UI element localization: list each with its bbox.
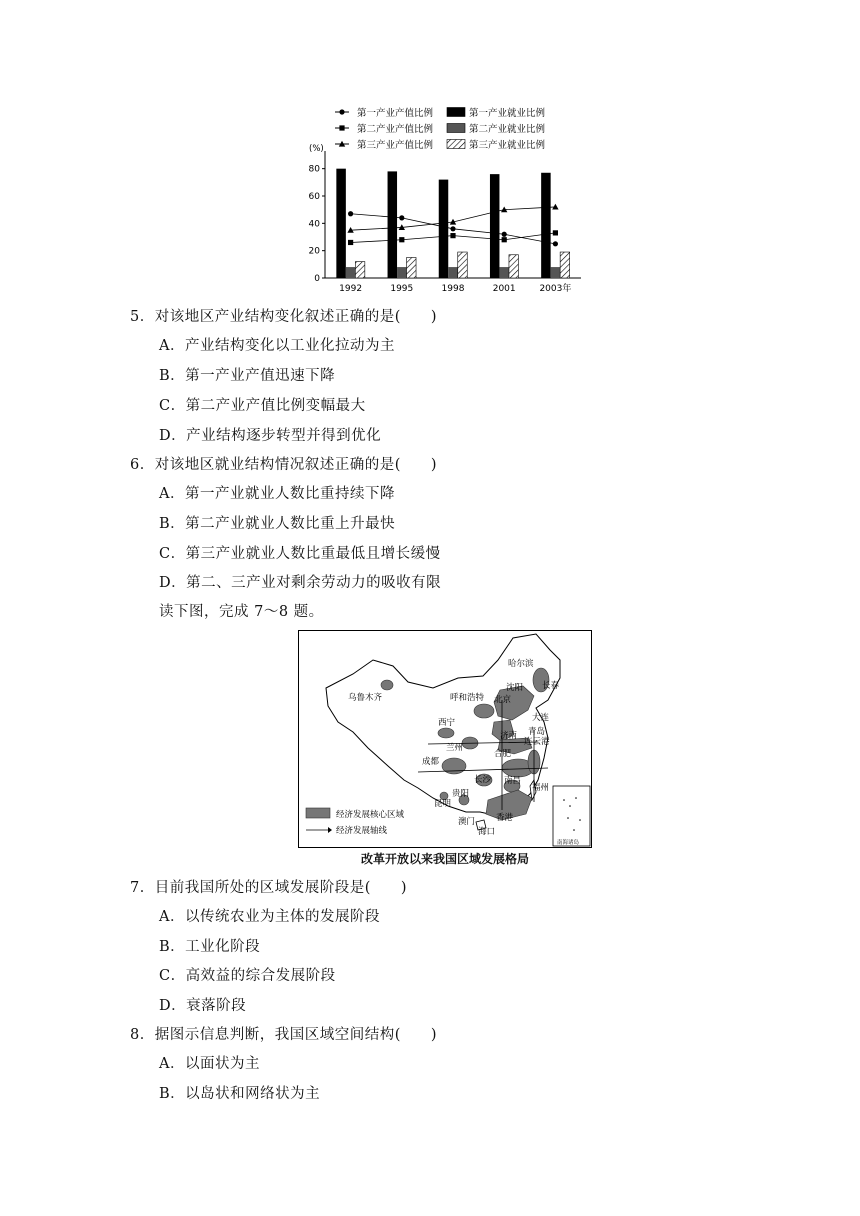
legend-label-4: 第三产业产值比例: [357, 140, 434, 151]
city-label-harbin: 哈尔滨: [508, 659, 534, 669]
city-label-fuzhou: 福州: [532, 783, 550, 793]
point-0-0: [348, 211, 353, 216]
city-label-xining: 西宁: [438, 718, 456, 728]
question-6-option-d[interactable]: D．第二、三产业对剩余劳动力的吸收有限: [159, 575, 442, 591]
bar-1-3: [499, 267, 509, 278]
city-label-lanzhou: 兰州: [446, 743, 464, 753]
legend-swatch-3: [447, 124, 465, 133]
city-label-nanchang: 南昌: [504, 776, 522, 786]
x-tick-label-4: 2003年: [539, 284, 572, 294]
city-label-qingdao: 青岛: [528, 727, 546, 737]
x-tick-label-0: 1992: [339, 284, 363, 294]
x-tick-label-1: 1995: [390, 284, 414, 294]
question-5-option-d[interactable]: D．产业结构逐步转型并得到优化: [159, 428, 382, 444]
bar-1-2: [448, 267, 458, 278]
legend-label-3: 第二产业就业比例: [469, 124, 546, 135]
point-0-1: [399, 215, 404, 220]
map-caption: 改革开放以来我国区域发展格局: [360, 852, 529, 866]
legend-swatch-5: [447, 140, 465, 149]
city-label-haikou: 海口: [478, 827, 496, 837]
question-5-option-a[interactable]: A．产业结构变化以工业化拉动为主: [159, 338, 395, 354]
city-label-beijing: 北京: [494, 695, 512, 705]
city-label-urumqi: 乌鲁木齐: [348, 693, 383, 703]
bar-0-4: [541, 173, 551, 278]
legend-label-2: 第二产业产值比例: [357, 124, 434, 135]
city-label-hohhot: 呼和浩特: [450, 693, 485, 703]
map-svg: [298, 630, 592, 848]
point-1-1: [399, 237, 404, 242]
bar-0-3: [490, 174, 500, 278]
question-7-option-c[interactable]: C．高效益的综合发展阶段: [159, 968, 336, 984]
question-7-stem: 7．目前我国所处的区域发展阶段是( ): [130, 880, 408, 896]
bar-1-0: [346, 267, 356, 278]
y-axis-unit: (%): [309, 144, 324, 154]
city-label-chengdu: 成都: [422, 757, 440, 767]
question-8-stem: 8．据图示信息判断，我国区域空间结构( ): [130, 1027, 438, 1043]
y-tick-label-2: 40: [308, 219, 320, 230]
inset-label: 南海诸岛: [557, 840, 580, 846]
point-0-3: [502, 232, 507, 237]
core-region-urumqi: [381, 680, 393, 690]
city-label-changsha: 长沙: [474, 775, 492, 785]
point-1-3: [502, 237, 507, 242]
city-label-jinan: 济南: [500, 731, 518, 741]
bar-2-1: [407, 258, 417, 279]
question-6-option-b[interactable]: B．第二产业就业人数比重上升最快: [159, 516, 396, 532]
bar-0-2: [439, 180, 449, 278]
point-2-4: [552, 204, 558, 210]
point-1-4: [553, 230, 558, 235]
point-0-2: [450, 226, 455, 231]
instruction-text: 读下图，完成 7～8 题。: [159, 604, 324, 620]
core-region-chengdu: [442, 758, 466, 774]
city-label-dalian: 大连: [532, 713, 550, 723]
industry-structure-chart: [303, 100, 593, 296]
bar-2-3: [509, 255, 519, 278]
core-region-xining: [438, 728, 454, 738]
question-5-stem: 5．对该地区产业结构变化叙述正确的是( ): [130, 309, 438, 325]
point-1-0: [348, 240, 353, 245]
question-7-option-d[interactable]: D．衰落阶段: [159, 998, 247, 1014]
city-label-macau: 澳门: [458, 817, 476, 827]
china-regional-map: [298, 630, 592, 848]
legend-label-1: 第一产业就业比例: [469, 108, 546, 119]
y-tick-label-3: 60: [308, 192, 320, 202]
question-7-option-b[interactable]: B．工业化阶段: [159, 939, 261, 955]
question-8-option-b[interactable]: B．以岛状和网络状为主: [159, 1086, 321, 1102]
city-label-kunming: 昆明: [434, 799, 452, 809]
legend-marker-0: [339, 109, 344, 114]
question-7-option-a[interactable]: A．以传统农业为主体的发展阶段: [159, 909, 380, 925]
chart-svg: [303, 100, 593, 296]
legend-label-0: 第一产业产值比例: [357, 108, 434, 119]
city-label-lianyungang: 连云港: [524, 737, 550, 747]
city-label-shenyang: 沈阳: [506, 683, 524, 693]
core-region-hohhot: [474, 704, 494, 718]
question-6-stem: 6．对该地区就业结构情况叙述正确的是( ): [130, 457, 438, 473]
question-5-option-b[interactable]: B．第一产业产值迅速下降: [159, 368, 336, 384]
question-6-option-a[interactable]: A．第一产业就业人数比重持续下降: [159, 486, 395, 502]
legend-core-label: 经济发展核心区域: [336, 810, 405, 820]
point-1-2: [450, 233, 455, 238]
y-tick-label-4: 80: [308, 164, 320, 175]
y-tick-label-0: 0: [314, 274, 320, 284]
city-label-hongkong: 香港: [496, 813, 514, 823]
legend-swatch-1: [447, 108, 465, 117]
legend-label-5: 第三产业就业比例: [469, 140, 546, 151]
question-6-option-c[interactable]: C．第三产业就业人数比重最低且增长缓慢: [159, 546, 441, 562]
bar-0-1: [388, 171, 398, 278]
city-label-guiyang: 贵阳: [452, 789, 470, 799]
point-0-4: [553, 241, 558, 246]
y-tick-label-1: 20: [308, 246, 320, 257]
city-label-changchun: 长春: [542, 681, 560, 691]
x-tick-label-2: 1998: [441, 284, 465, 294]
bar-0-0: [336, 169, 346, 278]
bar-2-4: [560, 252, 570, 278]
bar-1-4: [551, 267, 561, 278]
bar-1-1: [397, 267, 407, 278]
city-label-hefei: 合肥: [494, 749, 512, 759]
south-china-sea-inset: [553, 786, 590, 846]
legend-axis-label: 经济发展轴线: [336, 826, 388, 836]
question-8-option-a[interactable]: A．以面状为主: [159, 1056, 260, 1072]
bar-2-2: [458, 252, 468, 278]
legend-marker-2: [339, 125, 344, 130]
legend-core-swatch: [306, 808, 330, 818]
bar-2-0: [355, 262, 365, 278]
x-tick-label-3: 2001: [492, 284, 516, 294]
question-5-option-c[interactable]: C．第二产业产值比例变幅最大: [159, 398, 366, 414]
